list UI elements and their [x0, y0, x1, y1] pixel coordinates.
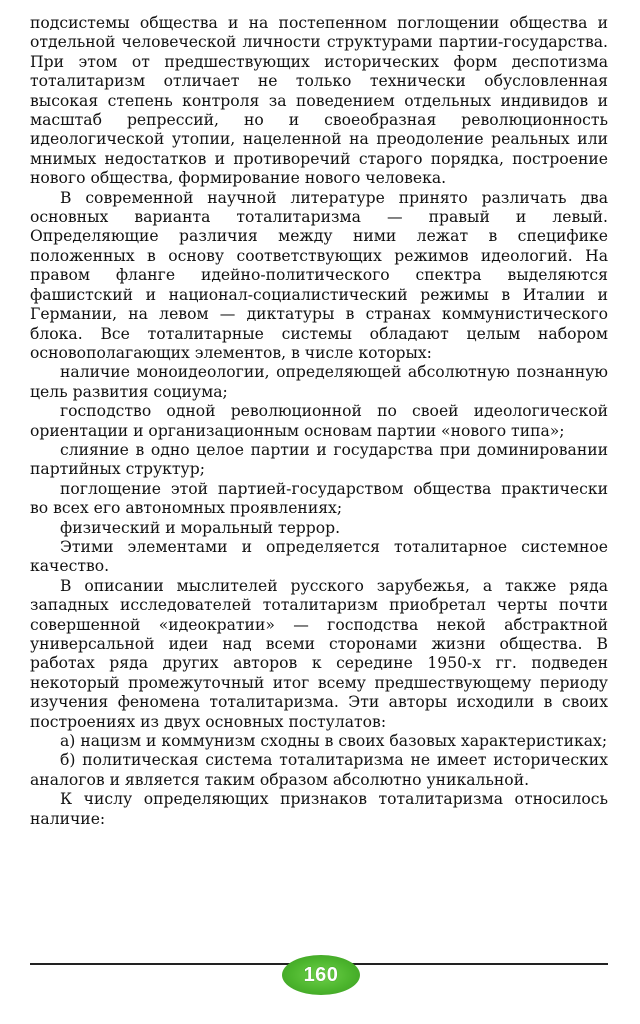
- text-body: [30, 14, 608, 829]
- paragraph-2: В современной научной литературе принято различать два основных варианта тоталитаризма — правый и левый. Определяющие различия между ними лежат в специфике положенных в основу соответствующих режимов идеологий. На правом фланге идейно-политического спектра выделяются фашистский и национал-социалистический режимы в Италии и Германии, на левом — диктатуры в странах коммунистического блока. Все тоталитарные системы обладают целым набором основополагающих элементов, в числе которых:: [30, 188, 608, 362]
- paragraph-1: подсистемы общества и на постепенном поглощении общества и отдельной человеческой личности структурами партии-государства. При этом от предшествующих исторических форм деспотизма тоталитаризм отличает не только технически обусловленная высокая степень контроля за поведением отдельных индивидов и масштаб репрессий, но и своеобразная революционность идеологической утопии, нацеленной на преодоление реальных или мнимых недостатков и противоречий старого порядка, построение нового общества, формирование нового человека.: [30, 14, 608, 188]
- list-item-party-state-merge: слияние в одно целое партии и государства при доминировании партийных структур;: [30, 440, 608, 479]
- list-item-moideology: наличие моноидеологии, определяющей абсолютную познанную цель развития социума;: [30, 363, 608, 401]
- paragraph-ideocracy: В описании мыслителей русского зарубежья, а также ряда западных исследователей тоталитаризм приобретал черты почти совершенной «идеократии» — господства некой абстрактной универсальной идеи над всеми сторонами жизни общества. В работах ряда других авторов к середине 1950-х гг. подведен некоторый промежуточный итог всему предшествующему периоду изучения феномена тоталитаризма. Эти авторы исходили в своих построениях из двух основных постулатов:: [30, 576, 608, 731]
- list-item-society-absorption: поглощение этой партией-государством общества практически во всех его автономных проявлениях;: [30, 479, 608, 518]
- paragraph-systemic-quality: Этими элементами и определяется тоталитарное системное качество.: [30, 537, 608, 576]
- list-item-terror: физический и моральный террор.: [60, 518, 341, 537]
- page-number-badge: [282, 955, 360, 995]
- list-item-party-dominance: господство одной революционной по своей идеологической ориентации и организационным основам партии «нового типа»;: [30, 402, 608, 440]
- postulate-a: а) нацизм и коммунизм сходны в своих базовых характеристиках;: [60, 732, 608, 751]
- postulate-b: б) политическая система тоталитаризма не имеет исторических аналогов и является таким образом абсолютно уникальной.: [30, 751, 608, 789]
- paragraph-final: К числу определяющих признаков тоталитаризма относилось наличие:: [30, 790, 608, 828]
- page-content: [30, 14, 608, 829]
- page-number: 160: [303, 963, 339, 986]
